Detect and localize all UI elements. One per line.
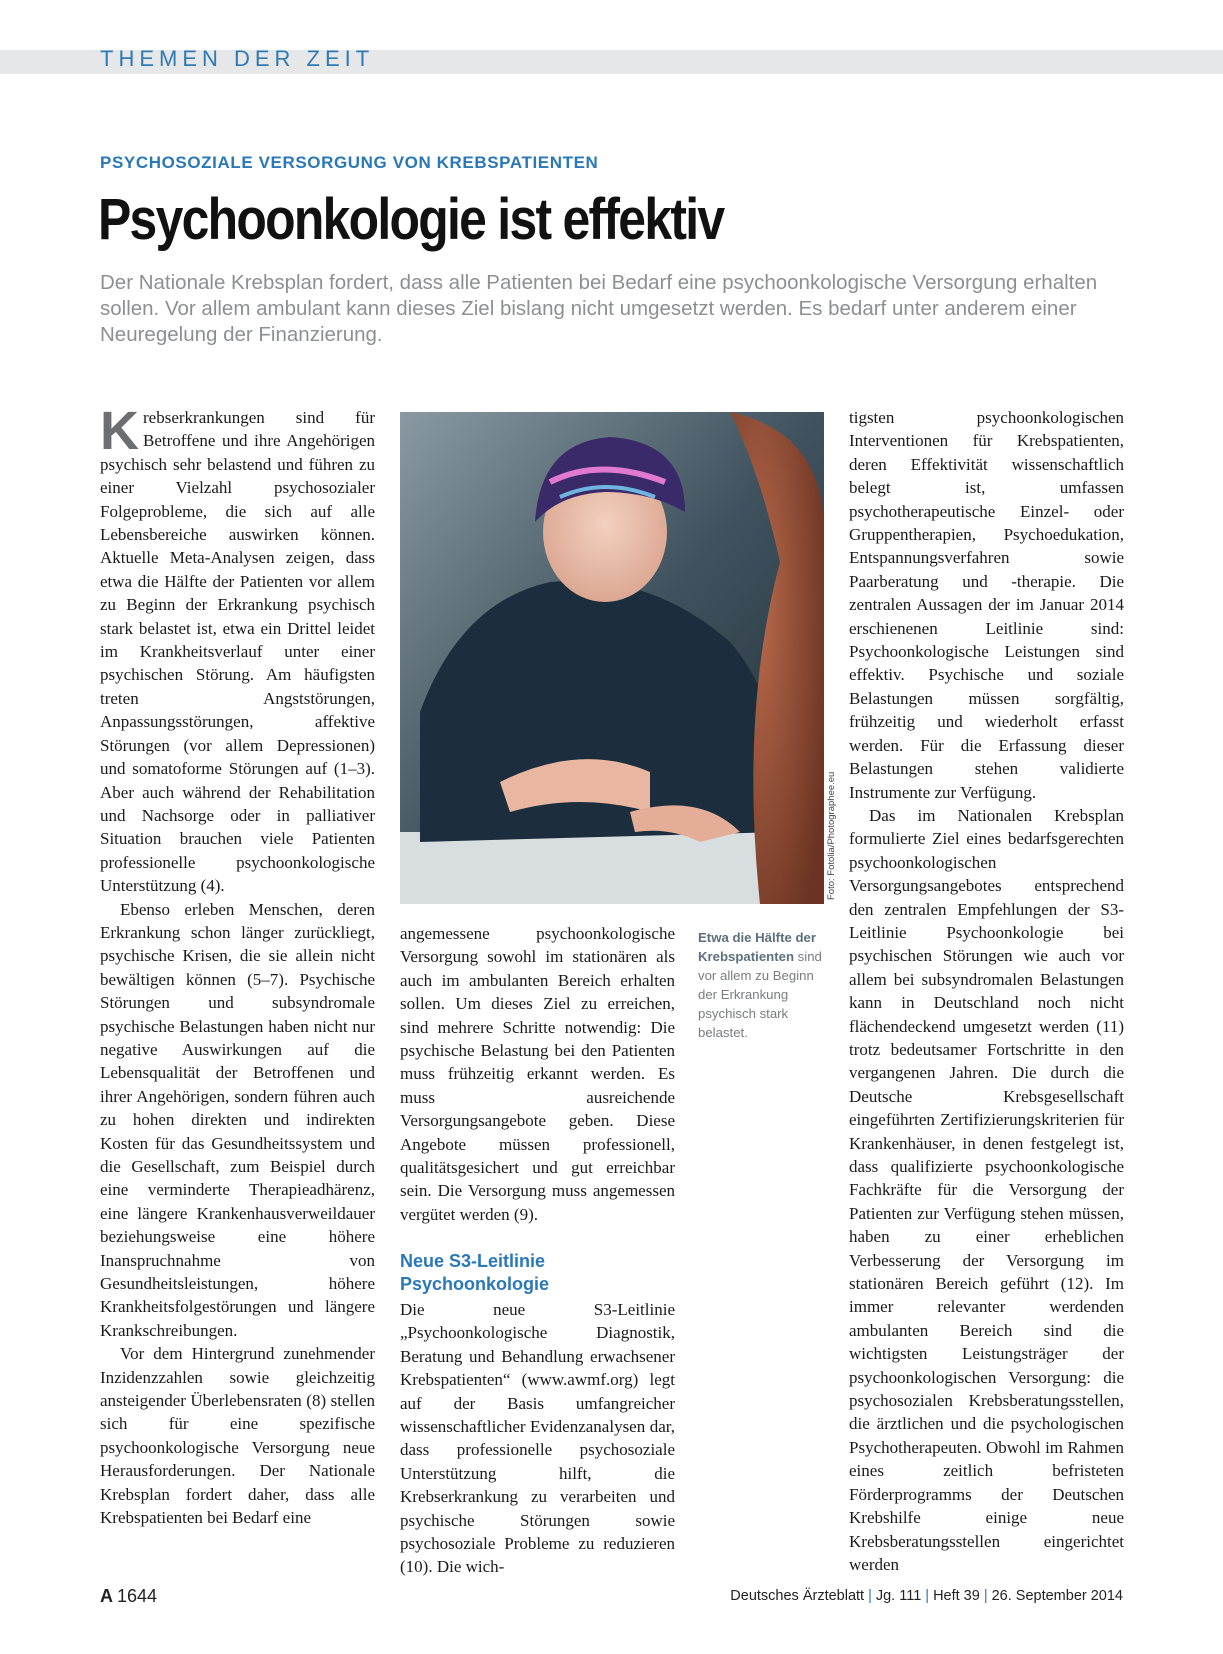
paragraph: Vor dem Hintergrund zunehmender Inzidenzzahlen sowie gleichzeitig ansteigender Überlebensraten (8) stellen sich für eine spezifische psychoonkologische Versorgung neue Herausforderungen. Der Nationale Krebsplan fordert daher, dass alle Krebspatienten bei Bedarf eine: [100, 1344, 375, 1528]
paragraph: [100, 401, 375, 898]
photo-credit: Foto: Fotolia/Photographee.eu: [826, 771, 837, 900]
page-number: [100, 1586, 157, 1607]
article-photo: [400, 412, 824, 904]
separator: |: [983, 1588, 988, 1604]
page-number-value: 1644: [117, 1586, 158, 1606]
article-headline: Psychoonkologie ist effektiv: [98, 187, 724, 252]
text-column-2: [400, 922, 675, 1226]
paragraph: angemessene psychoonkologische Versorgung sowohl im stationären als auch im ambulanten Bereich erhalten sollen. Um dieses Ziel zu erreichen, sind mehrere Schritte notwendig: Die psychische Belastung bei den Patienten muss frühzeitig erkannt werden. Es muss ausreichende Versorgungsangebote geben. Diese Angebote müssen professionell, qualitätsgesichert und gut erreichbar sein. Die Versorgung muss angemessen vergütet werden (9).: [400, 924, 675, 1224]
separator: |: [868, 1588, 872, 1604]
text-column-1: [100, 401, 375, 1530]
paragraph-text: rebserkrankungen sind für Betroffene und ihre Angehörigen psychisch sehr belastend und führen zu einer Vielzahl psychosozialer Folgeprobleme, die sich auf alle Lebensbereiche auswirken können. Aktuelle Meta-Analysen zeigen, dass etwa die Hälfte der Patienten vor allem zu Beginn der Erkrankung psychisch stark belastet ist, etwa ein Drittel leidet im Krankheitsverlauf unter einer psychischen Störung. Am häufigsten treten Angststörungen, Anpassungsstörungen, affektive Störungen (vor allem Depressionen) und somatoforme Störungen auf (1–3). Aber auch während der Rehabilitation und Nachsorge oder in palliativer Situation brauchen viele Patienten professionelle psychoonkologische Unterstützung (4).: [100, 408, 375, 896]
journal-date: 26. September 2014: [991, 1588, 1123, 1604]
paragraph: Ebenso erleben Menschen, deren Erkrankung schon länger zurückliegt, psychische Krisen, die sie allein nicht bewältigen können (5–7). Psychische Störungen und subsyndromale psychische Belastungen haben nicht nur negative Auswirkungen auf die Lebensqualität der Betroffenen und ihrer Angehörigen, sondern führen auch zu hohen direkten und indirekten Kosten für das Gesundheitssystem und die Gesellschaft, zum Beispiel durch eine verminderte Therapieadhärenz, eine längere Krankenhausverweildauer beziehungsweise eine höhere Inanspruchnahme von Gesundheitsleistungen, höhere Krankheitsfolgestörungen und längere Krankschreibungen.: [100, 899, 375, 1340]
paragraph: tigsten psychoonkologischen Interventionen für Krebspatienten, deren Effektivität wissenschaftlich belegt ist, umfassen psychotherapeutische Einzel- oder Gruppentherapien, Psychoedukation, Entspannungsverfahren sowie Paarberatung und -therapie. Die zentralen Aussagen der im Januar 2014 erschienenen Leitlinie sind: Psychoonkologische Leistungen sind effektiv. Psychische und soziale Belastungen müssen sorgfältig, frühzeitig und wiederholt erfasst werden. Für die Erfassung dieser Belastungen stehen validierte Instrumente zur Verfügung.: [849, 408, 1124, 802]
separator: |: [925, 1588, 930, 1604]
paragraph: Die neue S3-Leitlinie „Psychoonkologische Diagnostik, Beratung und Behandlung erwachsener Krebspatienten“ (www.awmf.org) legt auf der Basis umfangreicher wissenschaftlicher Evidenzanalysen dar, dass professionelle psychosoziale Unterstützung hilft, die Krebserkrankung zu verarbeiten und psychische Störungen sowie psychosoziale Probleme zu reduzieren (10). Die wich-: [400, 1300, 675, 1577]
article-lead: Der Nationale Krebsplan fordert, dass alle Patienten bei Bedarf eine psychoonkologische Versorgung erhalten sollen. Vor allem ambulant kann dieses Ziel bislang nicht umgesetzt werden. Es bedarf unter anderem einer Neuregelung der Finanzierung.: [100, 271, 1098, 346]
photo-caption: [698, 928, 830, 1042]
journal-name: Deutsches Ärzteblatt: [730, 1588, 865, 1604]
photo-illustration: [400, 412, 824, 904]
drop-cap: K: [100, 401, 139, 461]
journal-volume: Jg. 111: [875, 1588, 922, 1604]
journal-footer: [730, 1588, 1123, 1604]
journal-issue: Heft 39: [933, 1588, 980, 1604]
article-kicker: PSYCHOSOZIALE VERSORGUNG VON KREBSPATIENTEN: [100, 153, 599, 172]
section-label: THEMEN DER ZEIT: [100, 46, 375, 71]
paragraph: Das im Nationalen Krebsplan formulierte Ziel eines bedarfsgerechten psychoonkologischen Versorgungsangebotes entsprechend den zentralen Empfehlungen der S3-Leitlinie Psychoonkologie bei psychischen Störungen wie auch vor allem bei subsyndromalen Belastungen kann in Deutschland noch nicht flächendeckend umgesetzt werden (11) trotz bedeutsamer Fortschritte in den vergangenen Jahren. Die durch die Deutsche Krebsgesellschaft eingeführten Zertifizierungskriterien für Krankenhäuser, in denen festgelegt ist, dass qualifizierte psychoonkologische Fachkräfte für die Versorgung der Patienten zur Verfügung stehen müssen, haben zu einer erheblichen Verbesserung der Versorgung im stationären Bereich geführt (12). Im immer relevanter werdenden ambulanten Bereich sind die wichtigsten Leistungsträger der psychoonkologischen Versorgung: die psychosozialen Krebsberatungsstellen, die ärztlichen und die psychologischen Psychotherapeuten. Obwohl im Rahmen eines zeitlich befristeten Förderprogramms der Deutschen Krebshilfe einige neue Krebsberatungsstellen eingerichtet werden: [849, 805, 1124, 1574]
text-column-3: [849, 406, 1124, 1576]
text-column-2-continued: [400, 1298, 675, 1579]
page-prefix: A: [100, 1586, 113, 1606]
caption-text: sind vor allem zu Beginn der Erkrankung psychisch stark belastet.: [698, 949, 822, 1040]
section-subheading: Neue S3-Leitlinie Psychoonkologie: [400, 1251, 550, 1294]
caption-bold: Etwa die Hälfte der Krebspatienten: [698, 930, 816, 964]
